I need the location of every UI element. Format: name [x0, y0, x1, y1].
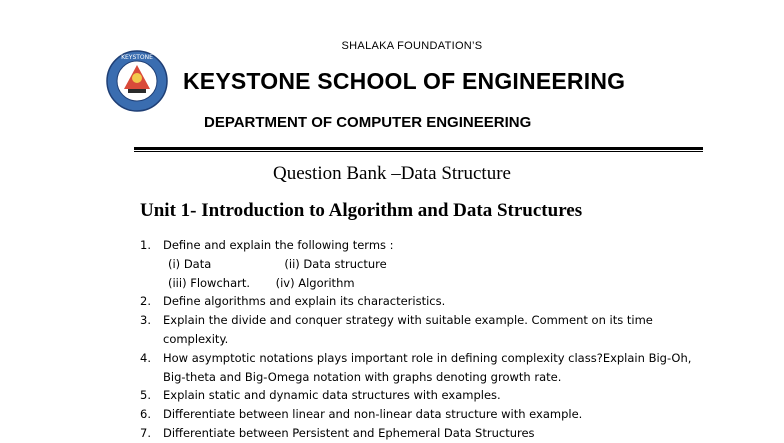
header-rule-thin: [134, 151, 703, 152]
question-number: 6.: [140, 407, 151, 422]
school-name: KEYSTONE SCHOOL OF ENGINEERING: [183, 68, 626, 94]
foundation-name: SHALAKA FOUNDATION’S: [341, 40, 483, 52]
school-logo: [106, 50, 168, 112]
question-number: 4.: [140, 350, 151, 365]
question-list: [140, 236, 700, 443]
header-rule: [134, 147, 703, 150]
question-text: Define algorithms and explain its characteristics.: [163, 294, 446, 309]
department-name: DEPARTMENT OF COMPUTER ENGINEERING: [204, 114, 532, 131]
question-text: Define and explain the following terms :: [163, 238, 394, 252]
question-item: [140, 424, 700, 443]
svg-text:KEYSTONE: KEYSTONE: [121, 54, 153, 61]
question-subitems: (i) Data (ii) Data structure: [168, 256, 387, 271]
question-item: [140, 349, 700, 387]
question-text: Explain static and dynamic data structures with examples.: [163, 388, 501, 403]
question-item: [140, 386, 700, 405]
question-item: [140, 405, 700, 424]
question-text: Explain the divide and conquer strategy with suitable example. Comment on its time complexity.: [163, 313, 653, 346]
question-number: 3.: [140, 313, 151, 328]
question-number: 5.: [140, 388, 151, 403]
document-title: Question Bank –Data Structure: [273, 163, 511, 184]
question-number: 1.: [140, 238, 151, 252]
question-item: [140, 236, 700, 255]
question-number: 2.: [140, 294, 151, 309]
question-text: Differentiate between Persistent and Ephemeral Data Structures: [163, 425, 535, 440]
question-text: Differentiate between linear and non-linear data structure with example.: [163, 407, 583, 422]
unit-heading: Unit 1- Introduction to Algorithm and Data Structures: [140, 200, 583, 221]
question-text: How asymptotic notations plays important role in defining complexity class?Explain Big-Oh, Big-theta and Big-Omega notation with graphs denoting growth rate.: [163, 350, 692, 384]
question-subitems: (iii) Flowchart. (iv) Algorithm: [168, 275, 355, 290]
question-item: [140, 292, 700, 311]
question-item: [140, 311, 700, 349]
question-number: 7.: [140, 425, 151, 440]
